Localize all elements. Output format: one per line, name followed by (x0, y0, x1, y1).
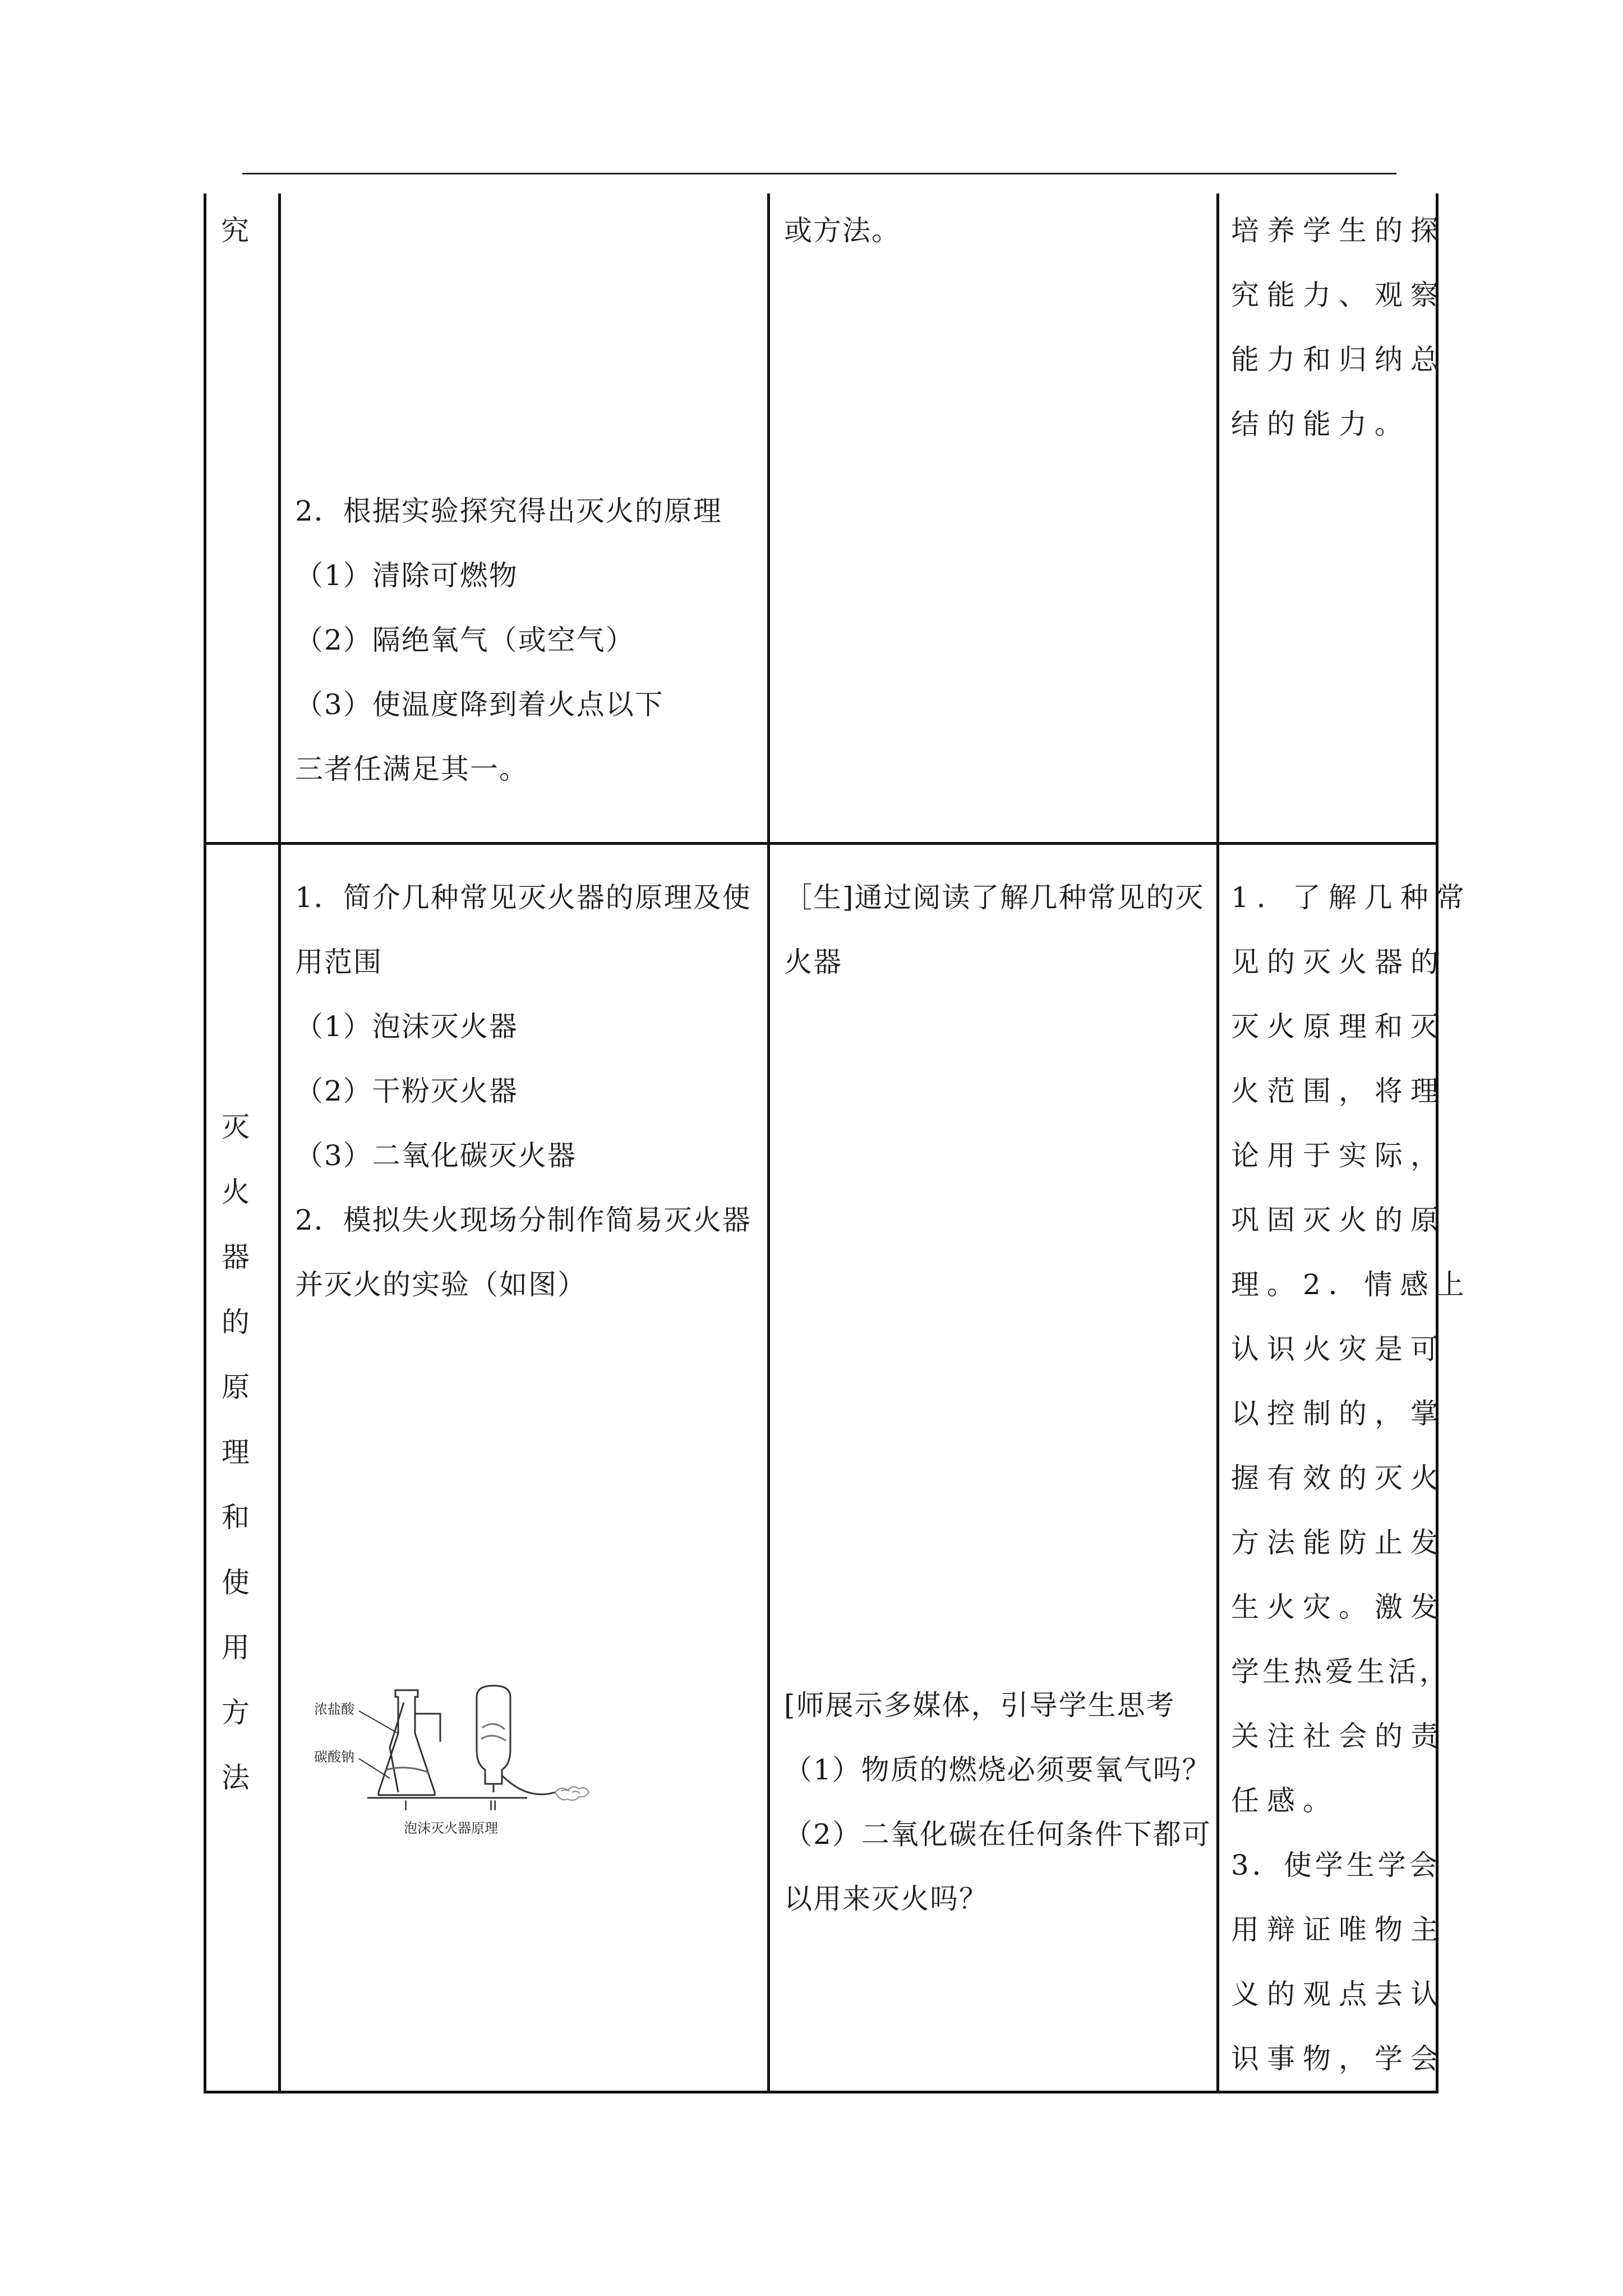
intent-line: 任感。 (1231, 1784, 1339, 1817)
stage-char: 和 (222, 1501, 250, 1534)
intent-line: 究能力、观察 (1231, 279, 1446, 311)
label-acid: 浓盐酸 (314, 1701, 354, 1717)
intent-line: 学生热爱生活， (1231, 1655, 1451, 1688)
teacher-line: 用范围 (295, 946, 382, 978)
intent-line: 灭火原理和灭 (1231, 1010, 1446, 1043)
stage-char: 使 (222, 1566, 250, 1599)
stage-char: 的 (222, 1306, 250, 1338)
intent-line: 生火灾。激发 (1231, 1591, 1446, 1623)
intent-line: 理。2．情感上 (1231, 1268, 1472, 1301)
stage-char: 用 (222, 1631, 250, 1664)
teacher-line: 1．简介几种常见灭火器的原理及使 (295, 881, 751, 914)
student-line: （2）二氧化碳在任何条件下都可 (784, 1818, 1211, 1851)
label-mark-1: I (404, 1798, 408, 1814)
student-line: （1）物质的燃烧必须要氧气吗？ (784, 1754, 1211, 1786)
teacher-line: （3）使温度降到着火点以下 (295, 688, 664, 721)
intent-line: 火范围，将理 (1231, 1075, 1446, 1107)
table-divider-2 (767, 194, 770, 2093)
intent-line: 识事物，学会 (1231, 2042, 1446, 2075)
intent-line: 关注社会的责 (1231, 1720, 1446, 1752)
teacher-line: 三者任满足其一。 (295, 753, 528, 785)
teacher-line: （2）干粉灭火器 (295, 1075, 518, 1107)
label-carbonate: 碳酸钠 (314, 1749, 354, 1765)
intent-line: 能力和归纳总 (1231, 343, 1446, 376)
student-line: ［生]通过阅读了解几种常见的灭 (784, 881, 1205, 914)
intent-line: 用辩证唯物主 (1231, 1913, 1446, 1946)
intent-line: 认识火灾是可 (1231, 1333, 1446, 1365)
teacher-line: （1）泡沫灭火器 (295, 1010, 518, 1043)
stage-char: 原 (222, 1371, 250, 1404)
intent-line: 握有效的灭火 (1231, 1462, 1446, 1494)
table-divider-3 (1216, 194, 1219, 2093)
stage-char: 法 (222, 1761, 250, 1794)
label-acid-leader (359, 1711, 398, 1733)
intent-line: 方法能防止发 (1231, 1526, 1446, 1559)
intent-line: 以控制的，掌 (1231, 1397, 1446, 1430)
teacher-line: （2）隔绝氧气（或空气） (295, 624, 635, 656)
inverted-bottle (477, 1686, 555, 1795)
intent-line: 论用于实际， (1231, 1139, 1446, 1172)
teacher-line: 2．根据实验探究得出灭火的原理 (295, 495, 722, 527)
header-rule (242, 173, 1396, 174)
teacher-line: 并灭火的实验（如图） (295, 1268, 587, 1301)
stage-char: 方 (222, 1696, 250, 1729)
label-carbonate-leader (359, 1759, 390, 1778)
student-line: 火器 (784, 946, 842, 978)
student-line: 以用来灭火吗？ (784, 1883, 988, 1915)
intent-line: 义的观点去认 (1231, 1978, 1446, 2010)
table-border-left (204, 194, 206, 2093)
intent-line: 3．使学生学会 (1231, 1849, 1441, 1881)
stage-char: 理 (222, 1436, 250, 1469)
flask-apparatus (379, 1690, 440, 1795)
student-line: [师展示多媒体，引导学生思考 (784, 1689, 1175, 1722)
row-divider (204, 842, 1438, 845)
stage-char: 器 (222, 1241, 250, 1273)
teacher-line: （3）二氧化碳灭火器 (295, 1139, 577, 1172)
teacher-line: 2．模拟失火现场分制作简易灭火器 (295, 1204, 751, 1236)
stage-char: 火 (222, 1176, 250, 1208)
intent-line: 巩固灭火的原 (1231, 1204, 1446, 1236)
table-divider-1 (278, 194, 281, 2093)
intent-line: 见的灭火器的 (1231, 946, 1446, 978)
foam-extinguisher-figure (314, 1680, 628, 1848)
intent-line: 结的能力。 (1231, 408, 1410, 440)
teacher-line: （1）清除可燃物 (295, 559, 518, 592)
student-line: 或方法。 (784, 214, 901, 247)
intent-line: 培养学生的探 (1231, 214, 1446, 247)
figure-caption: 泡沫灭火器原理 (404, 1820, 498, 1836)
stage-cell-vertical (219, 1094, 252, 1810)
foam-spray-icon (555, 1787, 589, 1800)
intent-line: 1．了解几种常 (1231, 881, 1472, 914)
stage-char: 灭 (222, 1111, 250, 1143)
foam-extinguisher-diagram (314, 1680, 628, 1848)
stage-cell: 究 (221, 214, 250, 247)
label-mark-2: II (489, 1798, 497, 1814)
